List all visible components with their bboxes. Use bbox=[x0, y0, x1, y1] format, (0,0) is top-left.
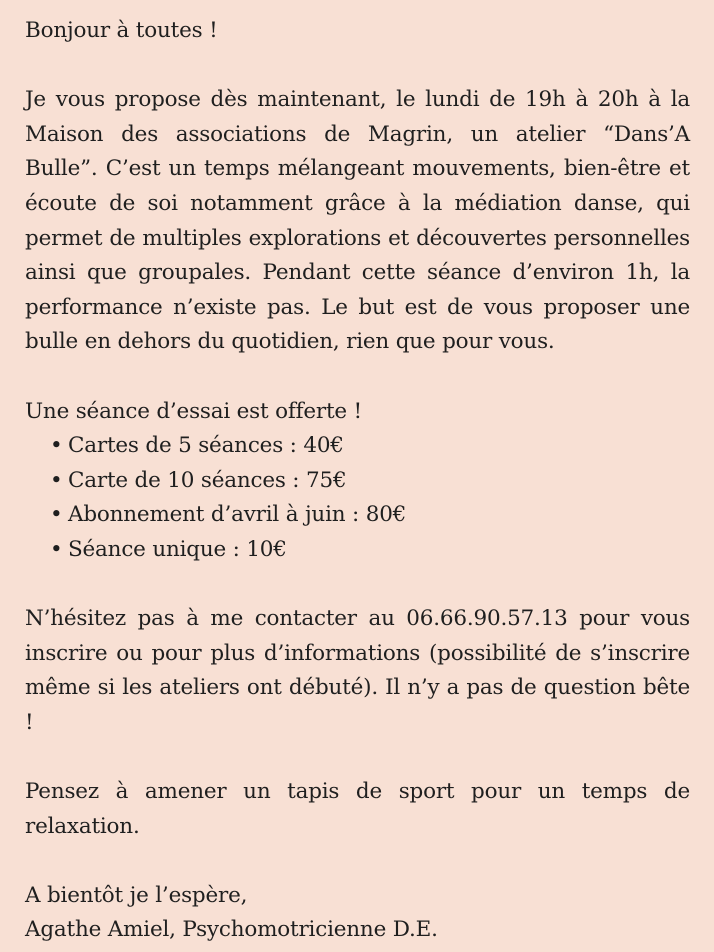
pricing-item: • Abonnement d’avril à juin : 80€ bbox=[68, 498, 690, 533]
paragraph-spacer bbox=[25, 740, 690, 775]
pricing-item: • Séance unique : 10€ bbox=[68, 533, 690, 568]
paragraph-spacer bbox=[25, 568, 690, 603]
intro-paragraph: Je vous propose dès maintenant, le lundi de 19h à 20h à la Maison des associations de Magrin, un atelier “Dans’A Bulle”. C’est un temps mélangeant mouvements, bien-être et écoute de soi notamment grâce à la médiation danse, qui permet de multiples explorations et découvertes personnelles ainsi que groupales. Pendant cette séance d’environ 1h, la performance n’existe pas. Le but est de vous proposer une bulle en dehors du quotidien, rien que pour vous. bbox=[25, 87, 690, 355]
paragraph-spacer bbox=[25, 360, 690, 395]
closing-line: A bientôt je l’espère, bbox=[25, 882, 248, 908]
paragraph-spacer bbox=[25, 49, 690, 84]
paragraph-spacer bbox=[25, 844, 690, 879]
pricing-list bbox=[25, 429, 690, 567]
greeting: Bonjour à toutes ! bbox=[25, 18, 218, 43]
reminder-paragraph: Pensez à amener un tapis de sport pour un temps de relaxation. bbox=[25, 779, 690, 839]
offer-title: Une séance d’essai est offerte ! bbox=[25, 398, 362, 424]
pricing-item: • Cartes de 5 séances : 40€ bbox=[68, 429, 690, 464]
pricing-item: • Carte de 10 séances : 75€ bbox=[68, 464, 690, 499]
contact-paragraph: N’hésitez pas à me contacter au 06.66.90.57.13 pour vous inscrire ou pour plus d’informations (possibilité de s’inscrire même si les ateliers ont débuté). Il n’y a pas de question bête ! bbox=[25, 606, 690, 735]
signature-line: Agathe Amiel, Psychomotricienne D.E. bbox=[25, 917, 438, 943]
